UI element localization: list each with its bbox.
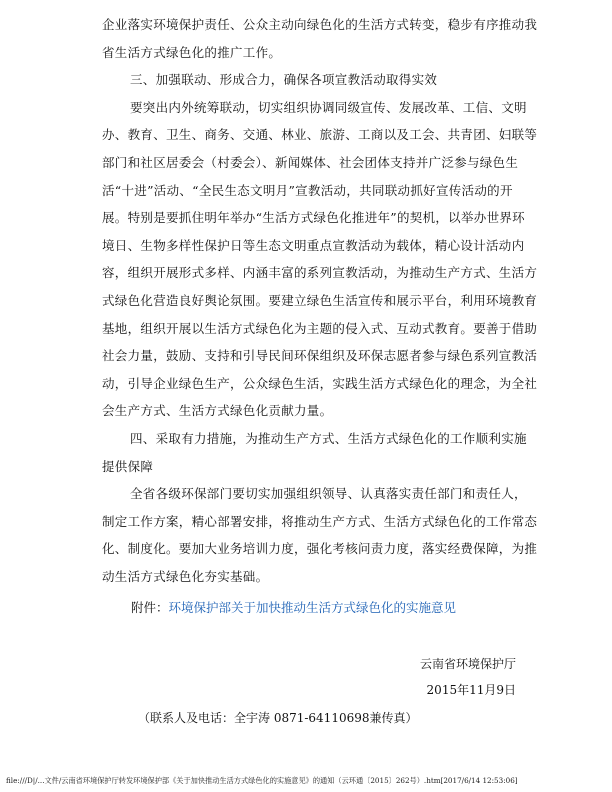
contact-info: （联系人及电话：全宇涛 0871-64110698兼传真） <box>138 711 418 725</box>
paragraph-line: 基地，组织开展以生活方式绿色化为主题的侵入式、互动式教育。要善于借助 <box>102 320 538 336</box>
issuing-organization: 云南省环境保护厅 <box>419 657 516 671</box>
paragraph-line: 展。特别是要抓住明年举办“生活方式绿色化推进年”的契机，以举办世界环 <box>102 210 525 226</box>
attachment-link[interactable]: 环境保护部关于加快推动生活方式绿色化的实施意见 <box>168 600 457 615</box>
paragraph-line: 省生活方式绿色化的推广工作。 <box>102 44 282 60</box>
paragraph-line: 制定工作方案，精心部署安排，将推动生产方式、生活方式绿色化的工作常态 <box>102 513 538 529</box>
paragraph-line: 会生产方式、生活方式绿色化贡献力量。 <box>102 403 333 419</box>
paragraph-line: 式绿色化营造良好舆论氛围。要建立绿色生活宣传和展示平台，利用环境教育 <box>102 292 538 308</box>
attachment-line <box>131 596 456 620</box>
paragraph-line: 要突出内外统筹联动，切实组织协调同级宣传、发展改革、工信、文明 <box>130 99 527 115</box>
paragraph-line: 动生活方式绿色化夯实基础。 <box>102 568 269 584</box>
paragraph-line: 境日、生物多样性保护日等生态文明重点宣教活动为载体，精心设计活动内 <box>102 237 525 253</box>
paragraph-line: 企业落实环境保护责任、公众主动向绿色化的生活方式转变，稳步有序推动我 <box>102 17 538 32</box>
browser-print-footer: file:///D|/...文件/云南省环境保护厅转发环境保护部《关于加快推动生活方式绿色化的实施意见》的通知（云环通〔2015〕262号）.htm[2017/6/14 12:53:06] <box>6 776 518 785</box>
section-heading: 四、采取有力措施，为推动生产方式、生活方式绿色化的工作顺利实施 <box>130 430 527 446</box>
paragraph-line: 全省各级环保部门要切实加强组织领导、认真落实责任部门和责任人， <box>130 486 527 502</box>
issue-date: 2015年11月9日 <box>426 683 516 697</box>
paragraph-line: 化、制度化。要加大业务培训力度，强化考核问责力度，落实经费保障，为推 <box>102 541 538 557</box>
section-heading: 三、加强联动、形成合力，确保各项宣教活动取得实效 <box>130 72 438 88</box>
attachment-label: 附件： <box>131 600 169 615</box>
paragraph-line: 社会力量，鼓励、支持和引导民间环保组织及环保志愿者参与绿色系列宣教活 <box>102 348 538 364</box>
paragraph-line: 部门和社区居委会（村委会）、新闻媒体、社会团体支持并广泛参与绿色生 <box>102 154 519 170</box>
paragraph-line: 动，引导企业绿色生产，公众绿色生活，实践生活方式绿色化的理念，为全社 <box>102 375 538 391</box>
document-body <box>102 11 538 590</box>
paragraph-line: 活“十进”活动、“全民生态文明月”宣教活动，共同联动抓好宣传活动的开 <box>102 182 513 198</box>
paragraph-line: 容，组织开展形式多样、内涵丰富的系列宣教活动，为推动生产方式、生活方 <box>102 265 538 281</box>
section-heading-continued: 提供保障 <box>102 458 154 474</box>
paragraph-line: 办、教育、卫生、商务、交通、林业、旅游、工商以及工会、共青团、妇联等 <box>102 127 538 143</box>
